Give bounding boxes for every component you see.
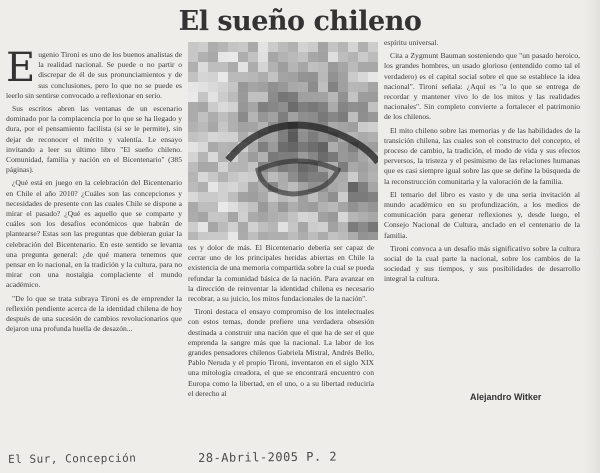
paragraph: ¿Qué está en juego en la celebración del Bicentenario en Chile el año 2010? ¿Cuáles son las concepciones y necesidades de presente con las cuales Chile se dispone a mirar el pasado? ¿Qué es aquello que se comparte y cuáles son los desafíos económicos que habrán de plantearse? Estas son las preguntas que debieran guiar la celebración del Bicentenario. En este sentido se levanta una pregunta general: ¿de qué manera tenemos que pensar en lo nacional, en la tradición y la cultura, para no mirar con una nostalgia complaciente el mundo académico. <box>6 178 182 290</box>
author-byline: Alejandro Witker <box>470 392 542 402</box>
clipped-headline-fragment <box>0 0 600 4</box>
paragraph: "De lo que se trata subraya Tironi es de emprender la reflexión pendiente acerca de la identidad chilena de hoy después de una sucesión de cambios revolucionarios que dejaron una profunda huella de desazón... <box>6 293 182 334</box>
headline: El sueño chileno <box>178 6 422 37</box>
article-column-3 <box>384 38 580 370</box>
glasses-outline <box>188 42 378 240</box>
article-column-1 <box>6 50 182 455</box>
author-portrait-photo <box>188 42 378 240</box>
paragraph: Sus escritos abren las ventanas de un escenario dominado por la complacencia por lo que se ha llegado y dura, por el pensamiento facilista (si se le permite), sin dejar de reconocer el mérito y valentía. Le ensayo invitando a leer su último libro "El sueño chileno. Comunidad, familia y nación en el Bicentenario" (385 páginas). <box>6 104 182 175</box>
article-column-2 <box>188 243 374 458</box>
paragraph: Tironi destaca el ensayo compromiso de los intelectuales con estos temas, donde prefiere una verdadera obsesión destinada a construir una nación que el que ha de ser el que emprenda la sangre más que la nacional. La labor de los grandes pensadores chilenos Gabriela Mistral, Andrés Bello, Pablo Neruda y el propio Tironi, inventaron en el siglo XIX una mitología creadora, el que se encontrará encuentro con Europa como la libertad, en el uno, o a su libertad reduciría el derecho al <box>188 307 374 398</box>
handwritten-date: 28-Abril-2005 P. 2 <box>198 449 338 465</box>
drop-cap: E <box>6 50 36 91</box>
paragraph: espíritu universal. <box>384 38 439 47</box>
paragraph: El mito chileno sobre las memorias y de las habilidades de la transición chilena, las cuales son el constructo del concepto, el proceso de cambio, la tradición, el modo de vida y sus efectos perversos, la tristeza y el pesimismo de las relaciones humanas que es casi siempre igual sobre las que se define la búsqueda de la reconstrucción comunitaria y la valoración de la familia. <box>384 125 580 186</box>
paragraph: Tironi convoca a un desafío más significativo sobre la cultura social de la cual parte la nacional, sobre los cambios de la sociedad y sus tiempos, y sus posibilidades de desarrollo integral la cultura. <box>384 243 580 284</box>
paragraph: tes y dolor de más. El Bicentenario debería ser capaz de cerrar uno de los principales heridas abiertas en Chile la existencia de una memoria compartida sobre la cual se pueda refundar la comunidad básica de la nación. Para avanzar en la dirección de reinventar la identidad chilena es necesario recobrar, a su juicio, los mitos fundacionales de la nación". <box>188 243 374 304</box>
page-edge-shadow <box>584 0 600 473</box>
handwritten-source: El Sur, Concepción <box>8 451 137 466</box>
paragraph: ugenio Tironi es uno de los buenos analistas de la realidad nacional. Se puede o no partir o discrepar de él de sus pronunciamientos y de sus conclusiones, pero lo que no se puede es leerlo sin sentirse convocado a reflexionar en serio. <box>6 50 182 100</box>
paragraph: El temario del libro es vasto y de una seria invitación al mundo académico en su profundización, a los medios de comunicación para generar reflexiones y, desde luego, el Consejo Nacional de Cultura, anclado en el centenario de la familia. <box>384 189 580 240</box>
paragraph: Cita a Zygmunt Bauman sosteniendo que "un pasado heroico, los grandes hombres, un usado glorioso (entendido como tal el verdadero) es el capital social sobre el que se establece la idea nacional". Tironi señala: ¿Aquí es "a lo que se entrega de recordar y mantener vivo lo de los mitos y las realidades nacionales". Sin completo convierte a fortalecer el patrimonio de los chilenos. <box>384 51 580 122</box>
